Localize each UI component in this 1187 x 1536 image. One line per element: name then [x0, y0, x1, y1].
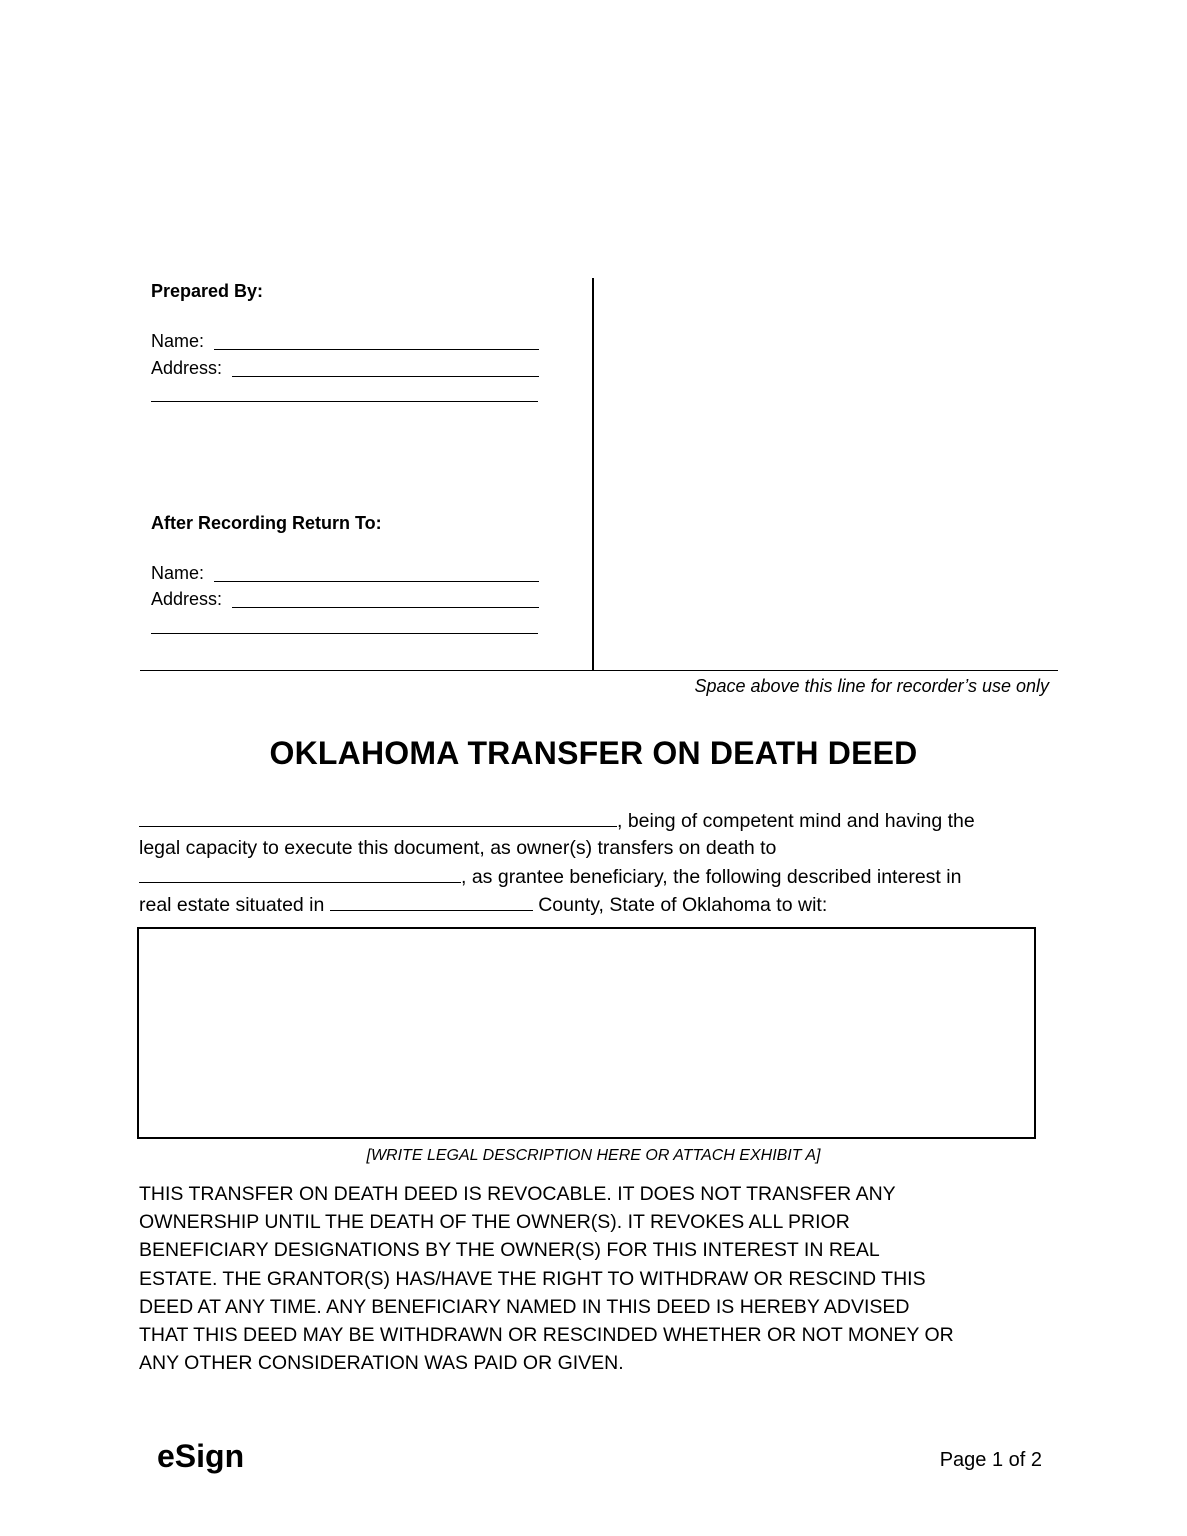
recorder-divider-horizontal: [140, 670, 1058, 671]
return-to-name-row: [151, 562, 539, 584]
prepared-by-name-label: Name:: [151, 331, 205, 351]
esign-logo: eSign: [157, 1438, 245, 1474]
return-to-address-field[interactable]: [232, 589, 539, 608]
prepared-by-name-row: [151, 330, 539, 352]
notice-line: THAT THIS DEED MAY BE WITHDRAWN OR RESCINDED WHETHER OR NOT MONEY OR: [139, 1324, 954, 1347]
intro-line-2: legal capacity to execute this document, as owner(s) transfers on death to: [139, 837, 777, 859]
prepared-by-address-row: [151, 357, 539, 379]
intro-line-4: [139, 890, 1039, 918]
recorder-use-note: Space above this line for recorder’s use only: [694, 676, 1049, 696]
intro-line-3-text: , as grantee beneficiary, the following described interest in: [461, 866, 962, 888]
intro-paragraph: [139, 806, 1039, 918]
return-to-address-row: [151, 588, 539, 610]
return-to-address-line2-field[interactable]: [151, 633, 538, 634]
intro-line-3: [139, 862, 1039, 890]
return-to-address-label: Address:: [151, 589, 223, 609]
prepared-by-address-label: Address:: [151, 358, 223, 378]
notice-line: ANY OTHER CONSIDERATION WAS PAID OR GIVEN.: [139, 1352, 624, 1375]
intro-line-4-text-before: real estate situated in: [139, 894, 330, 916]
revocability-notice: [139, 1180, 1059, 1377]
beneficiary-name-field[interactable]: [139, 862, 461, 883]
intro-line-1: [139, 806, 1039, 834]
intro-line-4-text-after: County, State of Oklahoma to wit:: [532, 894, 828, 916]
owner-name-field[interactable]: [139, 806, 617, 827]
return-to-name-field[interactable]: [214, 563, 539, 582]
prepared-by-heading: Prepared By:: [151, 281, 264, 301]
legal-description-caption: [WRITE LEGAL DESCRIPTION HERE OR ATTACH EXHIBIT A]: [366, 1147, 821, 1164]
notice-line: DEED AT ANY TIME. ANY BENEFICIARY NAMED IN THIS DEED IS HEREBY ADVISED: [139, 1295, 910, 1318]
document-title: OKLAHOMA TRANSFER ON DEATH DEED: [269, 735, 918, 771]
notice-line: OWNERSHIP UNTIL THE DEATH OF THE OWNER(S). IT REVOKES ALL PRIOR: [139, 1211, 850, 1234]
notice-line: THIS TRANSFER ON DEATH DEED IS REVOCABLE. IT DOES NOT TRANSFER ANY: [139, 1183, 896, 1205]
notice-line: ESTATE. THE GRANTOR(S) HAS/HAVE THE RIGHT TO WITHDRAW OR RESCIND THIS: [139, 1267, 926, 1290]
return-to-heading: After Recording Return To:: [151, 513, 382, 533]
return-to-name-label: Name:: [151, 563, 205, 583]
prepared-by-name-field[interactable]: [214, 331, 539, 350]
prepared-by-address-field[interactable]: [232, 358, 539, 377]
page-number: Page 1 of 2: [939, 1449, 1042, 1471]
legal-description-box[interactable]: [137, 927, 1036, 1139]
recorder-divider-vertical: [592, 278, 594, 671]
county-field[interactable]: [330, 890, 533, 911]
prepared-by-address-line2-field[interactable]: [151, 401, 538, 402]
notice-line: BENEFICIARY DESIGNATIONS BY THE OWNER(S) FOR THIS INTEREST IN REAL: [139, 1239, 880, 1262]
intro-line-1-text: , being of competent mind and having the: [617, 810, 975, 832]
